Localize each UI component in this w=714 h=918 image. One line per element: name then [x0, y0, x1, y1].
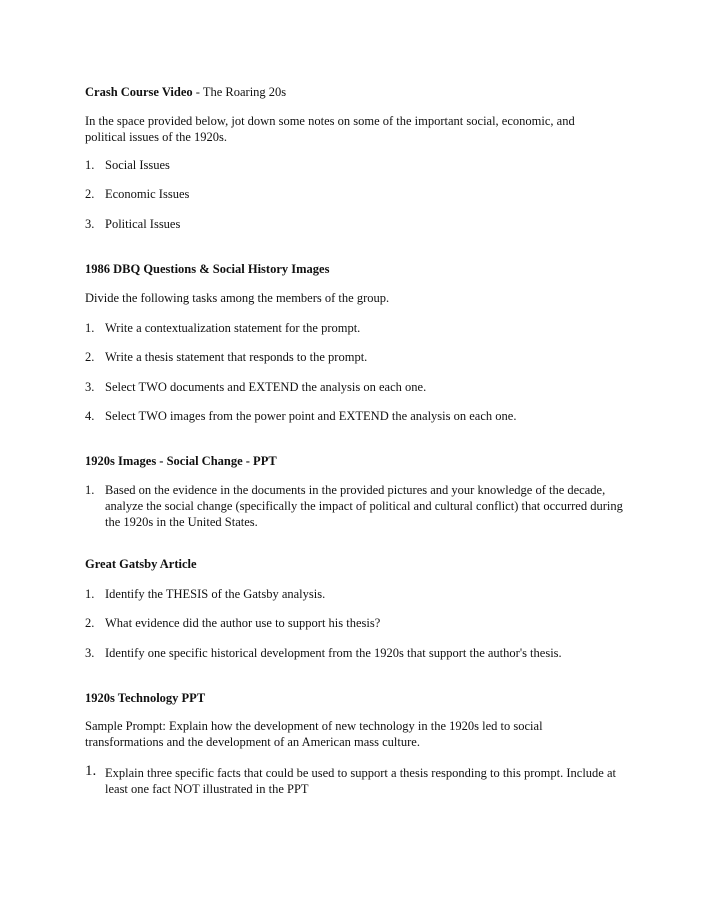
- list-text: Social Issues: [105, 158, 170, 172]
- list-item: [85, 765, 635, 797]
- technology-intro: Sample Prompt: Explain how the development of new technology in the 1920s led to social transformations and the development of an American mass culture.: [85, 719, 543, 749]
- dbq-intro-block: [85, 290, 645, 306]
- gatsby-item-2: [85, 615, 645, 631]
- list-item: [85, 615, 645, 631]
- section-dbq: [85, 261, 645, 277]
- dbq-item-2: [85, 349, 645, 365]
- list-text: Identify the THESIS of the Gatsby analysis.: [105, 587, 326, 601]
- list-number: 2.: [85, 187, 95, 201]
- list-item: [85, 216, 645, 232]
- list-text: Select TWO images from the power point and EXTEND the analysis on each one.: [105, 409, 517, 423]
- list-text: Write a thesis statement that responds to the prompt.: [105, 350, 368, 364]
- section-gatsby: [85, 556, 645, 572]
- list-text: Explain three specific facts that could be used to support a thesis responding to this prompt. Include at least one fact NOT illustrated in the PPT: [105, 766, 616, 796]
- list-text: Economic Issues: [105, 187, 190, 201]
- dbq-item-1: [85, 320, 645, 336]
- list-number: 3.: [85, 646, 95, 660]
- list-item: [85, 408, 645, 424]
- list-number: 1.: [85, 763, 97, 779]
- list-number: 3.: [85, 217, 95, 231]
- crash-course-item-1: [85, 157, 645, 173]
- section-heading: 1986 DBQ Questions & Social History Images: [85, 262, 330, 276]
- section-heading: Great Gatsby Article: [85, 557, 197, 571]
- list-number: 1.: [85, 483, 95, 497]
- list-item: [85, 482, 630, 530]
- section-crash-course: [85, 84, 645, 100]
- crash-course-item-2: [85, 186, 645, 202]
- list-item: [85, 186, 645, 202]
- list-number: 1.: [85, 158, 95, 172]
- list-item: [85, 157, 645, 173]
- list-text: Based on the evidence in the documents in the provided pictures and your knowledge of the decade, analyze the social change (specifically the impact of political and cultural conflict) that occurred during the 1920s in the United States.: [105, 483, 623, 529]
- crash-course-intro-block: [85, 113, 605, 145]
- section-technology: [85, 690, 645, 706]
- list-text: Select TWO documents and EXTEND the analysis on each one.: [105, 380, 427, 394]
- heading-rest-text: - The Roaring 20s: [192, 85, 287, 99]
- dbq-item-3: [85, 379, 645, 395]
- section-heading: 1920s Technology PPT: [85, 691, 206, 705]
- crash-course-item-3: [85, 216, 645, 232]
- list-text: Political Issues: [105, 217, 181, 231]
- section-heading: [85, 84, 645, 100]
- list-item: [85, 645, 645, 661]
- technology-item-1: [85, 765, 635, 797]
- list-text: Write a contextualization statement for the prompt.: [105, 321, 361, 335]
- technology-intro-block: [85, 718, 585, 750]
- list-item: [85, 379, 645, 395]
- dbq-item-4: [85, 408, 645, 424]
- list-item: [85, 586, 645, 602]
- gatsby-item-3: [85, 645, 645, 661]
- list-number: 1.: [85, 321, 95, 335]
- heading-bold-text: Crash Course Video: [85, 85, 193, 99]
- social-change-item-1: [85, 482, 630, 530]
- dbq-intro: Divide the following tasks among the members of the group.: [85, 291, 390, 305]
- crash-course-intro: In the space provided below, jot down some notes on some of the important social, economic, and political issues of the 1920s.: [85, 114, 575, 144]
- section-social-change: [85, 453, 645, 469]
- list-text: What evidence did the author use to support his thesis?: [105, 616, 381, 630]
- list-item: [85, 320, 645, 336]
- list-number: 4.: [85, 409, 95, 423]
- section-heading: 1920s Images - Social Change - PPT: [85, 454, 277, 468]
- list-item: [85, 349, 645, 365]
- list-number: 3.: [85, 380, 95, 394]
- gatsby-item-1: [85, 586, 645, 602]
- list-text: Identify one specific historical development from the 1920s that support the author's thesis.: [105, 646, 562, 660]
- list-number: 1.: [85, 587, 95, 601]
- list-number: 2.: [85, 616, 95, 630]
- list-number: 2.: [85, 350, 95, 364]
